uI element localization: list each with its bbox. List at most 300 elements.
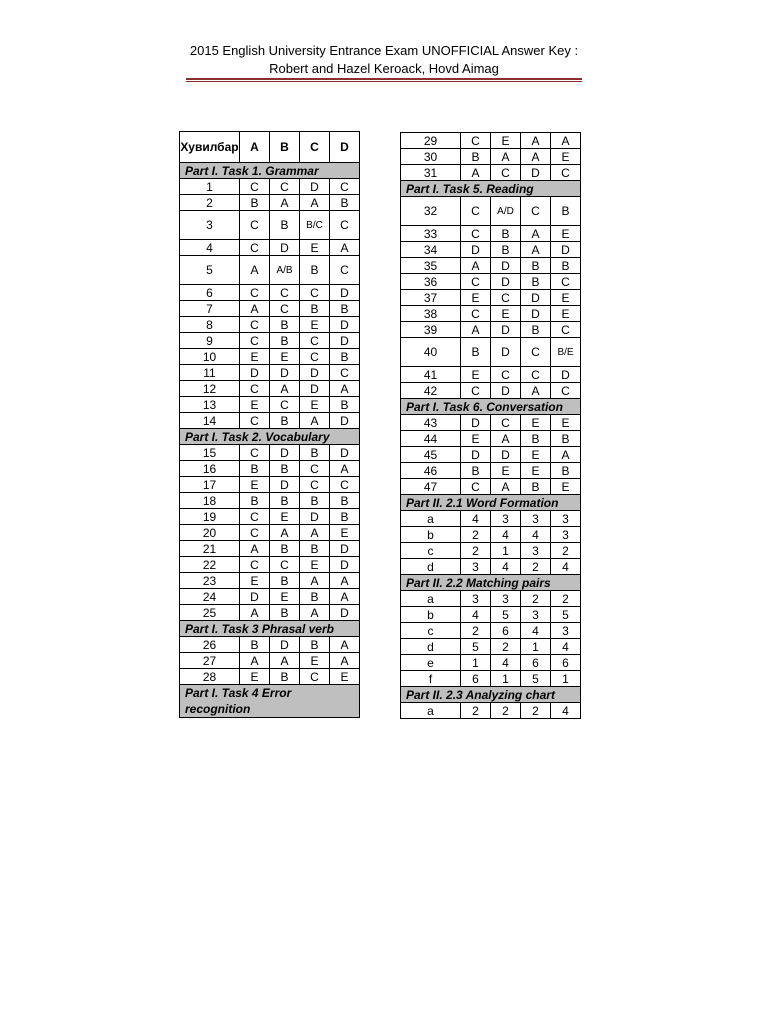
section-heading: Part II. 2.3 Analyzing chart <box>401 687 581 703</box>
answer-cell: B <box>330 349 360 365</box>
answer-cell: E <box>240 477 270 493</box>
answer-cell: B <box>300 301 330 317</box>
question-number: 35 <box>401 258 461 274</box>
question-number: 3 <box>180 211 240 240</box>
answer-cell: 6 <box>491 623 521 639</box>
question-number: b <box>401 527 461 543</box>
table-row <box>180 333 360 349</box>
answer-cell: A <box>240 301 270 317</box>
table-row <box>180 211 360 240</box>
table-row <box>180 669 360 685</box>
answer-cell: D <box>330 541 360 557</box>
answer-cell: B <box>240 637 270 653</box>
table-header-row <box>180 132 360 163</box>
answer-cell: B <box>330 509 360 525</box>
table-row <box>401 383 581 399</box>
answer-table-right-body <box>401 133 581 719</box>
answer-cell: C <box>240 557 270 573</box>
question-number: 15 <box>180 445 240 461</box>
answer-cell: 1 <box>491 671 521 687</box>
answer-cell: B <box>240 493 270 509</box>
answer-cell: 2 <box>521 559 551 575</box>
table-row <box>180 573 360 589</box>
question-number: 19 <box>180 509 240 525</box>
question-number: 21 <box>180 541 240 557</box>
answer-cell: E <box>551 226 581 242</box>
answer-cell: A <box>521 242 551 258</box>
table-row <box>401 671 581 687</box>
answer-cell: B <box>270 493 300 509</box>
answer-cell: 3 <box>491 511 521 527</box>
answer-cell: A <box>240 605 270 621</box>
answer-cell: C <box>300 461 330 477</box>
table-row <box>401 655 581 671</box>
answer-cell: B <box>551 463 581 479</box>
question-number: e <box>401 655 461 671</box>
answer-cell: C <box>551 274 581 290</box>
answer-cell: A <box>461 258 491 274</box>
answer-cell: A <box>491 479 521 495</box>
answer-cell: C <box>330 179 360 195</box>
answer-cell: C <box>270 301 300 317</box>
answer-cell: B <box>330 301 360 317</box>
answer-cell: A <box>300 413 330 429</box>
answer-cell: D <box>330 317 360 333</box>
answer-cell: D <box>270 365 300 381</box>
answer-cell: B <box>300 256 330 285</box>
answer-cell: D <box>461 447 491 463</box>
answer-cell: E <box>300 653 330 669</box>
question-number: d <box>401 639 461 655</box>
table-row <box>401 431 581 447</box>
answer-cell: B <box>300 493 330 509</box>
answer-cell: C <box>330 365 360 381</box>
answer-cell: D <box>491 383 521 399</box>
answer-cell: B <box>300 445 330 461</box>
table-row <box>180 256 360 285</box>
table-row <box>401 306 581 322</box>
table-row <box>180 397 360 413</box>
table-row <box>180 477 360 493</box>
question-number: 9 <box>180 333 240 349</box>
answer-cell: 3 <box>461 591 491 607</box>
table-row <box>180 381 360 397</box>
answer-cell: B <box>461 149 491 165</box>
header-col-d: D <box>330 132 360 163</box>
answer-cell: D <box>521 290 551 306</box>
answer-cell: 2 <box>551 543 581 559</box>
answer-cell: D <box>461 242 491 258</box>
answer-cell: D <box>521 165 551 181</box>
answer-cell: B <box>270 413 300 429</box>
title-rule <box>186 78 582 80</box>
answer-cell: B <box>270 461 300 477</box>
table-row <box>401 415 581 431</box>
answer-cell: C <box>461 133 491 149</box>
table-row <box>401 274 581 290</box>
answer-cell: 2 <box>461 703 491 719</box>
title-rule-thin <box>186 81 582 82</box>
answer-cell: C <box>240 285 270 301</box>
answer-cell: B <box>521 274 551 290</box>
answer-cell: C <box>300 349 330 365</box>
question-number: a <box>401 511 461 527</box>
question-number: 28 <box>180 669 240 685</box>
answer-cell: C <box>330 256 360 285</box>
answer-cell: 4 <box>521 527 551 543</box>
table-row <box>401 543 581 559</box>
header-col-a: A <box>240 132 270 163</box>
answer-cell: C <box>270 179 300 195</box>
table-row <box>401 197 581 226</box>
section-row <box>180 685 360 718</box>
answer-cell: C <box>461 197 491 226</box>
table-row <box>180 461 360 477</box>
table-row <box>180 301 360 317</box>
question-number: 30 <box>401 149 461 165</box>
answer-cell: A <box>270 381 300 397</box>
answer-cell: D <box>551 367 581 383</box>
answer-cell: C <box>461 274 491 290</box>
table-row <box>180 285 360 301</box>
answer-cell: A <box>330 381 360 397</box>
answer-cell: C <box>461 383 491 399</box>
answer-cell: B <box>551 431 581 447</box>
answer-cell: 4 <box>551 639 581 655</box>
question-number: 36 <box>401 274 461 290</box>
answer-cell: A <box>240 653 270 669</box>
question-number: c <box>401 543 461 559</box>
question-number: f <box>401 671 461 687</box>
answer-cell: A <box>521 226 551 242</box>
answer-cell: A <box>240 541 270 557</box>
answer-cell: E <box>270 589 300 605</box>
answer-cell: 3 <box>551 511 581 527</box>
answer-cell: D <box>270 240 300 256</box>
answer-cell: 3 <box>551 527 581 543</box>
answer-cell: B <box>270 317 300 333</box>
table-row <box>401 479 581 495</box>
question-number: 16 <box>180 461 240 477</box>
answer-cell: B <box>300 637 330 653</box>
answer-cell: D <box>270 477 300 493</box>
question-number: 27 <box>180 653 240 669</box>
answer-cell: E <box>461 290 491 306</box>
table-row <box>401 447 581 463</box>
answer-cell: E <box>521 415 551 431</box>
answer-cell: A <box>330 240 360 256</box>
answer-cell: D <box>270 445 300 461</box>
answer-cell: 4 <box>461 511 491 527</box>
table-row <box>180 653 360 669</box>
answer-cell: 2 <box>461 527 491 543</box>
answer-cell: 5 <box>491 607 521 623</box>
answer-cell: 2 <box>461 543 491 559</box>
answer-cell: E <box>300 317 330 333</box>
answer-cell: C <box>551 165 581 181</box>
question-number: 32 <box>401 197 461 226</box>
question-number: 23 <box>180 573 240 589</box>
answer-cell: E <box>240 349 270 365</box>
answer-cell: C <box>240 413 270 429</box>
question-number: 38 <box>401 306 461 322</box>
section-row <box>401 687 581 703</box>
answer-cell: E <box>330 669 360 685</box>
answer-cell: 4 <box>491 527 521 543</box>
answer-cell: 4 <box>491 655 521 671</box>
question-number: a <box>401 703 461 719</box>
answer-cell: A <box>330 637 360 653</box>
table-row <box>180 179 360 195</box>
answer-cell: C <box>330 477 360 493</box>
answer-cell: A <box>330 653 360 669</box>
answer-cell: D <box>551 242 581 258</box>
answer-cell: D <box>461 415 491 431</box>
answer-cell: D <box>330 333 360 349</box>
answer-cell: D <box>330 285 360 301</box>
section-heading: Part I. Task 1. Grammar <box>180 163 360 179</box>
answer-cell: B <box>491 226 521 242</box>
answer-cell: E <box>491 463 521 479</box>
question-number: 44 <box>401 431 461 447</box>
section-heading: Part I. Task 3 Phrasal verb <box>180 621 360 637</box>
answer-cell: C <box>240 211 270 240</box>
answer-cell: E <box>461 431 491 447</box>
header-col-b: B <box>270 132 300 163</box>
section-heading: Part II. 2.1 Word Formation <box>401 495 581 511</box>
answer-cell: 4 <box>521 623 551 639</box>
question-number: 14 <box>180 413 240 429</box>
answer-cell: C <box>300 669 330 685</box>
table-row <box>180 195 360 211</box>
answer-cell: B <box>300 541 330 557</box>
answer-cell: B <box>521 322 551 338</box>
answer-cell: B <box>461 338 491 367</box>
table-row <box>180 541 360 557</box>
table-row <box>180 525 360 541</box>
table-row <box>180 493 360 509</box>
answer-cell: 1 <box>521 639 551 655</box>
answer-cell: C <box>240 509 270 525</box>
answer-cell: E <box>270 349 300 365</box>
answer-cell: D <box>491 447 521 463</box>
section-heading: Part II. 2.2 Matching pairs <box>401 575 581 591</box>
answer-cell: B <box>240 195 270 211</box>
answer-cell: C <box>551 322 581 338</box>
answer-cell: B <box>330 397 360 413</box>
table-row <box>401 703 581 719</box>
answer-cell: A <box>330 461 360 477</box>
question-number: 10 <box>180 349 240 365</box>
section-row <box>180 163 360 179</box>
answer-cell: 6 <box>461 671 491 687</box>
answer-cell: D <box>240 365 270 381</box>
answer-cell: B <box>300 589 330 605</box>
table-row <box>401 290 581 306</box>
answer-cell: A <box>270 525 300 541</box>
answer-cell: B <box>270 573 300 589</box>
answer-cell: D <box>300 381 330 397</box>
answer-cell: D <box>491 274 521 290</box>
answer-cell: D <box>330 445 360 461</box>
table-row <box>401 338 581 367</box>
answer-cell: A <box>461 165 491 181</box>
question-number: 40 <box>401 338 461 367</box>
answer-cell: B <box>270 333 300 349</box>
answer-table-left <box>179 131 360 718</box>
answer-cell: A/D <box>491 197 521 226</box>
question-number: 5 <box>180 256 240 285</box>
answer-cell: A <box>491 149 521 165</box>
answer-cell: E <box>551 290 581 306</box>
answer-cell: E <box>300 397 330 413</box>
table-row <box>401 226 581 242</box>
answer-cell: C <box>330 211 360 240</box>
answer-cell: A <box>551 447 581 463</box>
title-line-1: 2015 English University Entrance Exam UNOFFICIAL Answer Key : <box>189 43 579 58</box>
answer-cell: C <box>240 381 270 397</box>
answer-cell: C <box>240 240 270 256</box>
answer-cell: 4 <box>551 703 581 719</box>
answer-cell: B <box>270 541 300 557</box>
answer-cell: E <box>240 669 270 685</box>
answer-cell: A <box>461 322 491 338</box>
answer-cell: C <box>521 367 551 383</box>
table-row <box>180 557 360 573</box>
answer-cell: C <box>521 197 551 226</box>
table-row <box>180 637 360 653</box>
answer-cell: A <box>521 383 551 399</box>
question-number: b <box>401 607 461 623</box>
answer-cell: B <box>330 493 360 509</box>
answer-cell: C <box>270 397 300 413</box>
table-row <box>401 639 581 655</box>
table-row <box>401 258 581 274</box>
table-row <box>401 591 581 607</box>
question-number: 4 <box>180 240 240 256</box>
answer-cell: B <box>461 463 491 479</box>
answer-cell: C <box>240 525 270 541</box>
header-variant: Хувилбар <box>180 132 240 163</box>
section-heading: Part I. Task 6. Conversation <box>401 399 581 415</box>
question-number: 8 <box>180 317 240 333</box>
answer-cell: D <box>330 413 360 429</box>
table-row <box>180 605 360 621</box>
answer-cell: 5 <box>521 671 551 687</box>
answer-cell: A <box>240 256 270 285</box>
answer-cell: B <box>491 242 521 258</box>
question-number: 20 <box>180 525 240 541</box>
answer-cell: C <box>240 317 270 333</box>
answer-cell: E <box>461 367 491 383</box>
answer-cell: A <box>491 431 521 447</box>
answer-cell: 1 <box>461 655 491 671</box>
answer-cell: B <box>521 258 551 274</box>
section-row <box>180 621 360 637</box>
section-heading: Part I. Task 4 Error recognition <box>180 685 360 718</box>
table-row <box>401 623 581 639</box>
answer-cell: E <box>240 573 270 589</box>
question-number: 18 <box>180 493 240 509</box>
question-number: d <box>401 559 461 575</box>
table-row <box>401 165 581 181</box>
answer-cell: A <box>330 589 360 605</box>
answer-cell: C <box>240 179 270 195</box>
answer-cell: C <box>270 557 300 573</box>
answer-cell: C <box>270 285 300 301</box>
answer-cell: E <box>300 240 330 256</box>
question-number: 6 <box>180 285 240 301</box>
answer-cell: E <box>551 149 581 165</box>
answer-cell: B <box>270 211 300 240</box>
question-number: 22 <box>180 557 240 573</box>
answer-cell: B <box>240 461 270 477</box>
answer-cell: D <box>300 179 330 195</box>
answer-cell: D <box>240 589 270 605</box>
answer-cell: A <box>300 525 330 541</box>
answer-cell: 5 <box>461 639 491 655</box>
answer-cell: 6 <box>551 655 581 671</box>
answer-cell: 2 <box>521 591 551 607</box>
answer-cell: E <box>491 306 521 322</box>
question-number: 46 <box>401 463 461 479</box>
answer-cell: C <box>461 479 491 495</box>
answer-cell: 3 <box>521 607 551 623</box>
answer-cell: A <box>300 573 330 589</box>
table-row <box>401 527 581 543</box>
question-number: 47 <box>401 479 461 495</box>
answer-cell: E <box>300 557 330 573</box>
answer-cell: C <box>491 367 521 383</box>
answer-cell: 3 <box>491 591 521 607</box>
answer-cell: 2 <box>461 623 491 639</box>
table-row <box>401 463 581 479</box>
answer-cell: A/B <box>270 256 300 285</box>
answer-cell: D <box>300 365 330 381</box>
question-number: 37 <box>401 290 461 306</box>
answer-cell: A <box>300 605 330 621</box>
section-heading: Part I. Task 2. Vocabulary <box>180 429 360 445</box>
question-number: 41 <box>401 367 461 383</box>
answer-cell: 3 <box>521 543 551 559</box>
question-number: 25 <box>180 605 240 621</box>
section-row <box>401 495 581 511</box>
answer-cell: 1 <box>551 671 581 687</box>
answer-cell: E <box>330 525 360 541</box>
question-number: 7 <box>180 301 240 317</box>
answer-cell: A <box>521 149 551 165</box>
answer-cell: E <box>551 415 581 431</box>
table-row <box>180 509 360 525</box>
question-number: a <box>401 591 461 607</box>
table-row <box>401 511 581 527</box>
answer-table-right <box>400 132 581 719</box>
table-row <box>180 317 360 333</box>
question-number: 2 <box>180 195 240 211</box>
answer-cell: B <box>270 605 300 621</box>
table-row <box>401 367 581 383</box>
section-row <box>401 575 581 591</box>
answer-cell: 4 <box>461 607 491 623</box>
answer-cell: C <box>491 290 521 306</box>
answer-cell: 3 <box>461 559 491 575</box>
answer-cell: B <box>521 479 551 495</box>
answer-cell: E <box>240 397 270 413</box>
answer-cell: C <box>491 415 521 431</box>
question-number: 12 <box>180 381 240 397</box>
answer-cell: A <box>270 195 300 211</box>
answer-cell: C <box>240 445 270 461</box>
